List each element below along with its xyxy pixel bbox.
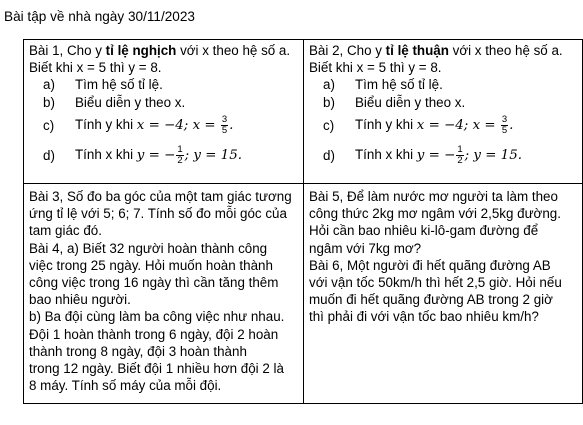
heading-text: Bài 2, Cho y — [309, 43, 386, 58]
given-condition: Biết khi x = 5 thì y = 8. — [29, 60, 162, 76]
list-item — [29, 94, 298, 111]
exercise-table — [23, 39, 583, 404]
math-expression: . — [229, 118, 234, 134]
item-text: Tìm hệ số tỉ lệ. — [355, 77, 443, 93]
fraction — [176, 145, 183, 166]
item-text-plain: Tính y khi — [355, 117, 417, 133]
fraction-numerator: 1 — [457, 144, 463, 156]
exercise-heading — [309, 42, 577, 59]
fraction-denominator: 2 — [177, 155, 183, 167]
heading-keyword: tỉ lệ thuận — [385, 43, 449, 58]
text-line: Bài 4, a) Biết 32 người hoàn thành công — [29, 240, 268, 256]
text-line: Bài 6, Một người đi hết quãng đường AB — [309, 257, 551, 273]
item-text: Tìm hệ số tỉ lệ. — [75, 77, 163, 93]
exercise-cell-1 — [24, 40, 304, 184]
heading-text: với x theo hệ số a. — [176, 43, 291, 58]
text-line: Bài 5, Để làm nước mơ người ta làm theo — [309, 189, 558, 204]
page-title: Bài tập về nhà ngày 30/11/2023 — [4, 9, 195, 24]
text-line: 8 máy. Tính số máy của mỗi đội. — [29, 378, 222, 394]
math-expression: ; y = 15. — [184, 148, 242, 164]
text-line: bao nhiêu người. — [29, 292, 131, 308]
list-item — [29, 76, 298, 93]
fraction-denominator: 2 — [457, 155, 463, 167]
math-expression: ; y = 15. — [464, 148, 522, 164]
item-text — [75, 145, 242, 166]
list-item — [309, 94, 577, 111]
text-line: ứng tỉ lệ với 5; 6; 7. Tính số đo mỗi góc của — [29, 206, 287, 222]
item-label: b) — [323, 94, 335, 110]
heading-keyword: tỉ lệ nghịch — [105, 43, 177, 58]
list-item — [309, 76, 577, 93]
table-row — [24, 40, 583, 184]
item-text: Biểu diễn y theo x. — [355, 94, 466, 110]
text-line: công việc trong 16 ngày thì cần tăng thêm — [29, 275, 279, 291]
list-item — [29, 141, 298, 171]
item-text-plain: Tính x khi — [355, 147, 417, 163]
fraction-numerator: 3 — [221, 114, 228, 126]
text-line: trong 12 ngày. Biết đội 1 nhiều hơn đội 2 là — [29, 361, 284, 377]
given-condition: Biết khi x = 5 thì y = 8. — [309, 60, 442, 76]
list-item — [29, 111, 298, 141]
exercise-cell-4 — [304, 184, 583, 404]
exercise-cell-3 — [24, 184, 304, 404]
fraction-numerator: 3 — [501, 114, 508, 126]
text-line: thì phải đi với vận tốc bao nhiêu km/h? — [309, 309, 539, 325]
heading-text: Bài 1, Cho y — [29, 43, 106, 58]
fraction — [501, 115, 508, 136]
text-line: với vận tốc 50km/h thì hết 2,5 giờ. Hỏi nếu — [309, 275, 562, 291]
heading-text: với x theo hệ số a. — [448, 43, 563, 58]
text-line: việc trong 25 ngày. Hỏi muốn hoàn thành — [29, 257, 273, 273]
list-item — [309, 141, 577, 171]
text-line: Bài 3, Số đo ba góc của một tam giác tương — [29, 189, 292, 204]
text-line: tam giác đó. — [29, 223, 102, 239]
table-row — [24, 184, 583, 404]
text-line: muốn đi hết quãng đường AB trong 2 giờ — [309, 292, 553, 308]
text-line: công thức 2kg mơ ngâm với 2,5kg đường. — [309, 206, 561, 222]
item-label: b) — [43, 94, 55, 110]
item-label: c) — [43, 118, 55, 134]
math-expression: x = −4; x = — [416, 118, 500, 134]
item-label: d) — [323, 148, 335, 164]
text-line: Hỏi cần bao nhiêu ki-lô-gam đường để — [309, 223, 539, 239]
exercise-heading — [29, 42, 298, 59]
item-label: c) — [323, 118, 335, 134]
item-label: a) — [43, 77, 55, 93]
item-text-plain: Tính x khi — [75, 147, 137, 163]
list-item — [309, 111, 577, 141]
fraction-numerator: 1 — [177, 144, 183, 156]
item-text — [355, 115, 513, 136]
exercise-cell-2 — [304, 40, 583, 184]
text-line: ngâm với 7kg mơ? — [309, 240, 422, 256]
item-label: d) — [43, 148, 55, 164]
text-line: Đội 1 hoàn thành trong 6 ngày, đội 2 hoàn — [29, 326, 279, 342]
math-expression: y = − — [136, 148, 176, 164]
fraction-denominator: 5 — [221, 125, 228, 137]
item-text — [355, 145, 522, 166]
item-text-plain: Tính y khi — [75, 117, 137, 133]
item-text — [75, 115, 233, 136]
text-line: b) Ba đội cùng làm ba công việc như nhau. — [29, 309, 285, 325]
math-expression: y = − — [416, 148, 456, 164]
fraction-denominator: 5 — [501, 125, 508, 137]
math-expression: x = −4; x = — [136, 118, 220, 134]
text-line: thành trong 8 ngày, đội 3 hoàn thành — [29, 343, 247, 359]
math-expression: . — [509, 118, 514, 134]
item-text: Biểu diễn y theo x. — [75, 94, 186, 110]
item-label: a) — [323, 77, 335, 93]
fraction — [456, 145, 463, 166]
fraction — [221, 115, 228, 136]
